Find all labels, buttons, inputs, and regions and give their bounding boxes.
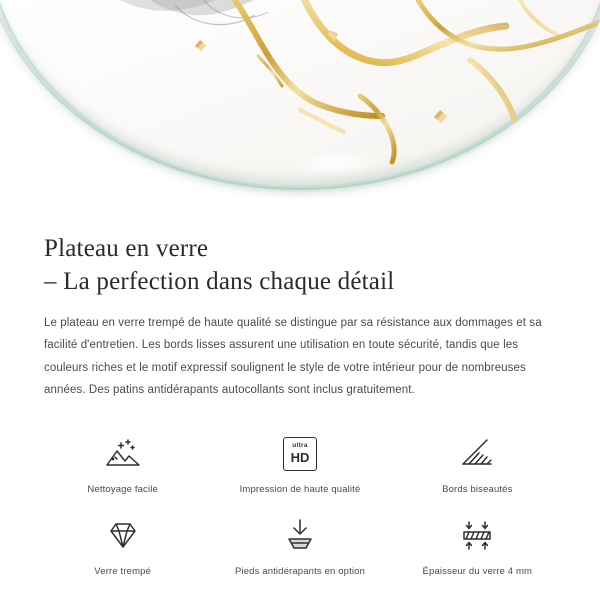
text-content bbox=[0, 198, 600, 402]
feature-item-bevelled-edges bbox=[389, 432, 566, 496]
bevelled-edges-icon bbox=[457, 432, 497, 476]
feature-item-ultra-hd-print bbox=[211, 432, 388, 496]
feature-label: Épaisseur du verre 4 mm bbox=[422, 566, 533, 578]
feature-label: Bords biseautés bbox=[442, 483, 513, 495]
ultra-hd-badge-small: ultra bbox=[292, 442, 308, 450]
title-line-1: Plateau en verre bbox=[44, 235, 209, 262]
glass-thickness-icon bbox=[456, 514, 498, 558]
feature-label: Verre trempé bbox=[94, 566, 152, 578]
feature-grid bbox=[0, 432, 600, 579]
feature-label: Nettoyage facile bbox=[87, 483, 158, 495]
title-line-2: – La perfection dans chaque détail bbox=[44, 268, 395, 295]
feature-label: Impression de haute qualité bbox=[239, 483, 361, 495]
feature-label: Pieds antidérapants en option bbox=[234, 566, 366, 578]
marble-gold-pattern bbox=[0, 0, 600, 198]
hero-image bbox=[0, 0, 600, 198]
ultra-hd-print-icon bbox=[283, 432, 317, 476]
ultra-hd-badge-large: HD bbox=[290, 449, 310, 465]
description-paragraph: Le plateau en verre trempé de haute qualité se distingue par sa résistance aux dommages et sa facilité d'entretien. Les bords lisses assurent une utilisation en toute sécurité, tandis que les couleurs riches et le motif expressif soulignent le style de votre intérieur pour de nombreuses années. Des patins antidérapants autocollants sont inclus gratuitement. bbox=[44, 317, 542, 397]
tempered-glass-diamond-icon bbox=[102, 514, 144, 558]
feature-item-anti-slip-feet bbox=[211, 514, 388, 578]
page-title bbox=[44, 232, 556, 298]
easy-cleaning-icon bbox=[101, 432, 145, 476]
feature-item-easy-cleaning bbox=[34, 432, 211, 496]
feature-item-glass-thickness bbox=[389, 514, 566, 578]
anti-slip-feet-icon bbox=[279, 514, 321, 558]
feature-item-tempered-glass bbox=[34, 514, 211, 578]
